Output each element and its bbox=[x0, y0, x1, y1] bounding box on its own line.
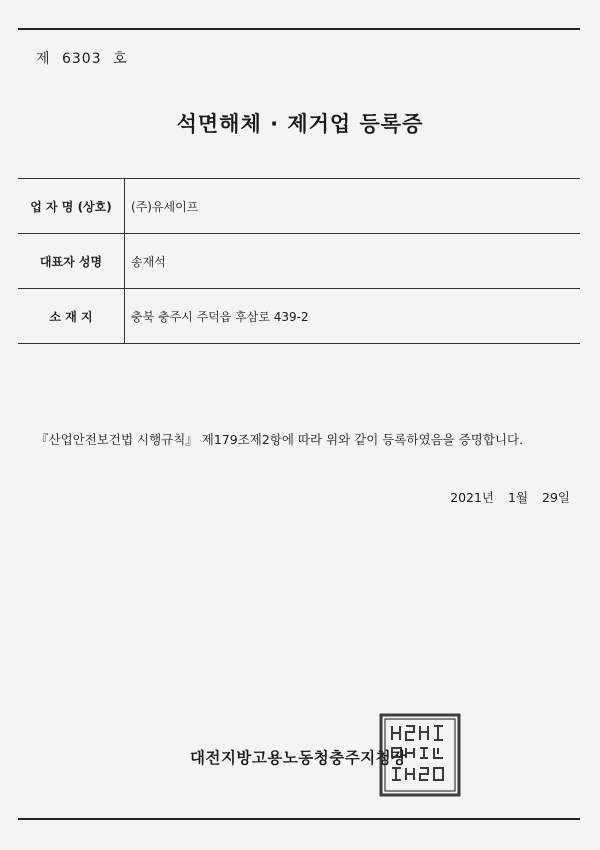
official-seal-icon bbox=[378, 712, 462, 798]
representative-label: 대표자 성명 bbox=[18, 234, 125, 289]
reg-number: 6303 bbox=[61, 51, 102, 67]
company-name-value: (주)유세이프 bbox=[125, 179, 581, 234]
table-row bbox=[18, 234, 580, 289]
certificate-title: 석면해체 · 제거업 등록증 bbox=[176, 112, 424, 136]
info-table bbox=[18, 178, 580, 344]
table-row bbox=[18, 289, 580, 344]
issue-date bbox=[440, 488, 570, 506]
date-month: 1월 bbox=[508, 490, 529, 505]
issuer-name: 대전지방고용노동청충주지청장 bbox=[190, 749, 407, 767]
certification-statement: 『산업안전보건법 시행규칙』 제179조제2항에 따라 위와 같이 등록하였음을 증명합니다. bbox=[36, 432, 524, 447]
table-row bbox=[18, 179, 580, 234]
date-year: 2021년 bbox=[450, 490, 495, 505]
address-value: 충북 충주시 주덕읍 후삼로 439-2 bbox=[125, 289, 581, 344]
date-day: 29일 bbox=[542, 490, 570, 505]
reg-suffix: 호 bbox=[113, 51, 128, 67]
bottom-rule bbox=[18, 818, 580, 820]
reg-prefix: 제 bbox=[36, 51, 51, 67]
company-name-label: 업 자 명 (상호) bbox=[18, 179, 125, 234]
top-rule bbox=[18, 28, 580, 30]
registration-number bbox=[36, 48, 134, 68]
address-label: 소 재 지 bbox=[18, 289, 125, 344]
representative-value: 송재석 bbox=[125, 234, 581, 289]
